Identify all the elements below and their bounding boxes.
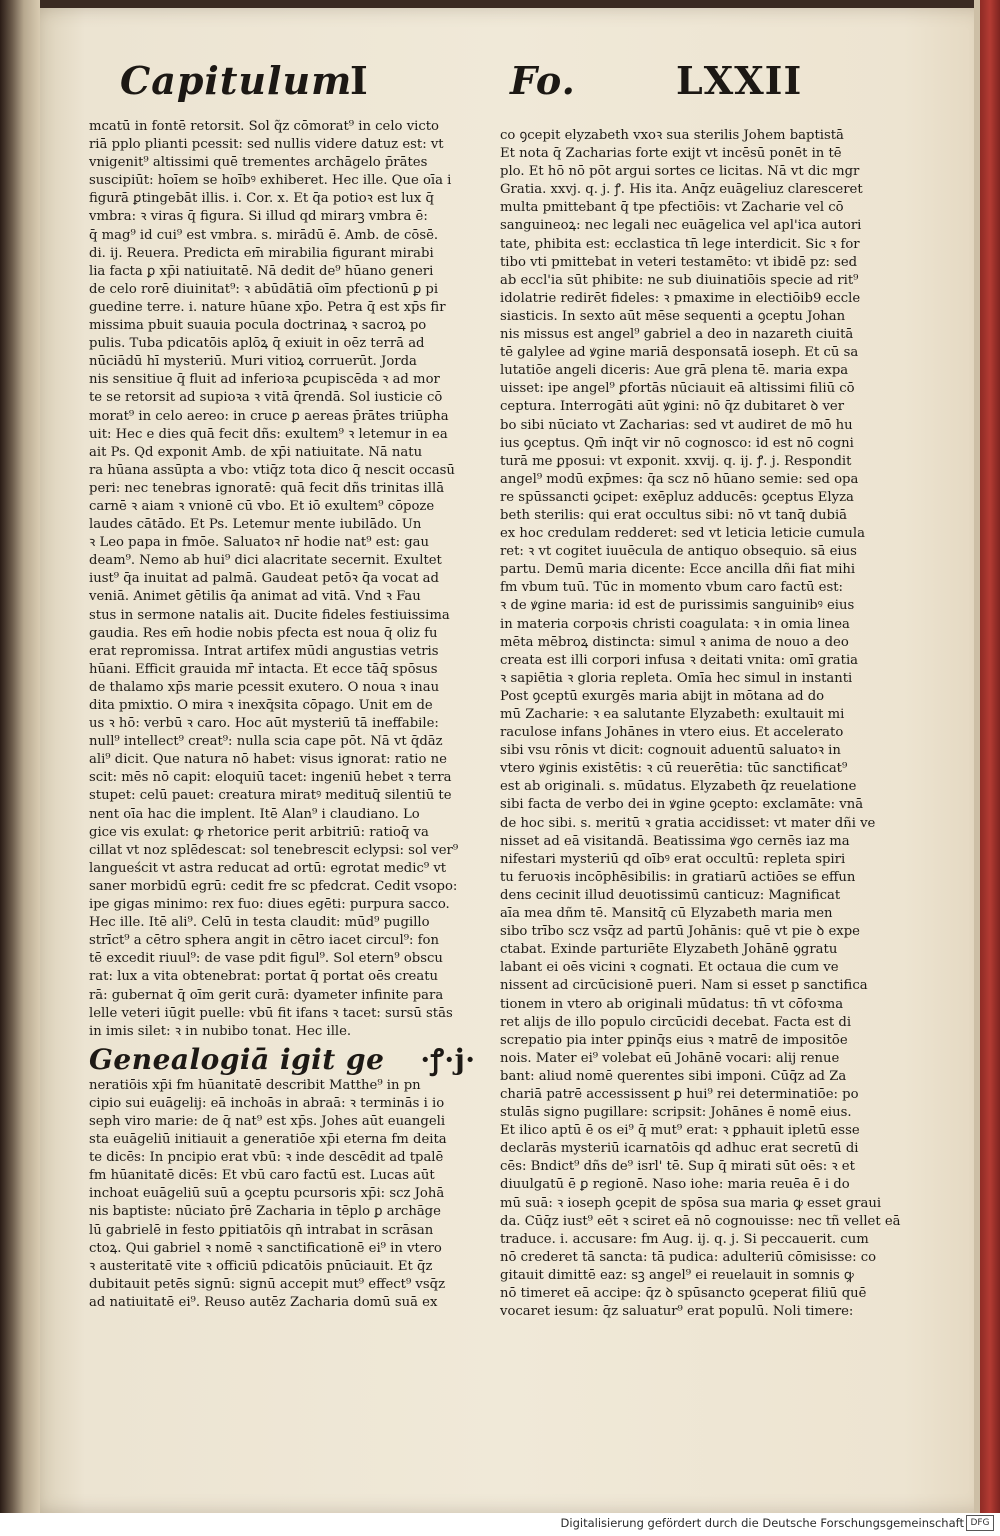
text-line: morat⁹ in celo aereo: in cruce ꝑ aereas p̄rātes triūpha [89, 408, 449, 424]
text-line: deam⁹. Nemo ab hui⁹ dici alacritate secernit. Exultet [89, 553, 442, 569]
text-line: mū Zacharie: ꝛ ea salutante Elyzabeth: exultauit mi [500, 707, 845, 722]
text-line: Et nota q̄ Zacharias forte exijt vt incēsū ponēt in tē [500, 146, 842, 162]
text-line: mēta mēbroꝝ distincta: simul ꝛ anima de nouo a deo [500, 634, 849, 650]
text-column-right [500, 127, 901, 1321]
right-column-text [500, 127, 901, 1321]
text-line: nō timeret eā accipe: q̄z ꝺ spūsancto ꝯceperat filiū quē [500, 1286, 867, 1301]
text-line: gice vis exulat: ꝙ rhetorice perit arbitriū: ratioq̄ va [89, 824, 429, 840]
text-line: Post ꝯceptū exurgēs maria abijt in mōtana ad do [500, 688, 825, 704]
text-line: ret: ꝛ vt cogitet iuuēcula de antiquo obsequio. sā eius [500, 544, 857, 560]
left-column-text-top [89, 118, 461, 1041]
text-line: sibi facta de verbo dei in ꝟgine ꝯcepto: exclamāte: vnā [500, 797, 864, 813]
running-head-folio-label: Fo. [510, 58, 576, 103]
text-line: nis sensitiue q̄ fluit ad inferioꝛa ꝑcupiscēda ꝛ ad mor [89, 372, 440, 388]
section-mark: ·ꝭ·j· [420, 1042, 476, 1076]
running-head-chapter-number: I [350, 58, 369, 103]
running-head-folio-number: LXXII [676, 58, 803, 103]
text-line: bant: aliud nomē querentes sibi imponi. Cūq̄z ad Za [500, 1068, 847, 1084]
section-heading-text: Genealogiā igit ge [89, 1042, 385, 1076]
text-line: ali⁹ dicit. Que natura nō habet: visus ignorat: ratio ne [89, 752, 447, 768]
text-line: ipe gigas minimo: rex fuo: diues egēti: purpura sacco. [89, 897, 450, 913]
text-line: sibo trībo scz vsq̄z ad partū Johānis: quē vt pie ꝺ expe [500, 924, 860, 940]
text-line: ra hūana assūpta a vbo: vtiq̄z tota dico q̄ nescit occasū [89, 462, 455, 478]
text-line: de hoc sibi. s. meritū ꝛ gratia accidisset: vt mater dñi ve [500, 815, 876, 831]
text-line: nis missus est angel⁹ gabriel a deo in nazareth ciuitā [500, 327, 854, 343]
text-line: pulis. Tuba pdicatōis aplōꝝ q̄ exiuit in oēz terrā ad [89, 336, 425, 352]
text-line: erat repromissa. Intrat artifex mūdi angustias vetris [89, 643, 439, 659]
dfg-logo: DFG [966, 1515, 994, 1531]
text-line: suscipiūt: hoīem se hoībꝰ exhiberet. Hec ille. Que oīa i [89, 173, 452, 189]
text-line: ceptura. Interrogāti aūt ꝟgini: nō q̄z dubitaret ꝺ ver [500, 399, 845, 415]
text-line: de celo rorē diuinitat⁹: ꝛ abūdātiā oīm pfectionū ꝑ pi [89, 281, 439, 297]
text-line: dens cecinit illud deuotissimū canticuz: Magnificat [500, 887, 841, 903]
text-line: cēs: Bndict⁹ dñs de⁹ isrl' tē. Sup q̄ mirati sūt oēs: ꝛ et [500, 1159, 855, 1175]
text-line: peri: nec tenebras ignoratē: quā fecit dñs trinitas illā [89, 480, 445, 496]
text-line: multa pmittebant q̄ tpe pfectiōis: vt Zacharie vel cō [500, 200, 844, 216]
text-line: screpatio pia inter ꝑpinq̄s eius ꝛ matrē de impositōe [500, 1032, 848, 1048]
text-line: ait Ps. Qd exponit Amb. de xp̄i natiuitate. Nā natu [89, 444, 423, 460]
text-line: aīa mea dñm tē. Mansitq̄ cū Elyzabeth maria men [500, 906, 833, 922]
text-line: sta euāgeliū initiauit a generatiōe xp̄i eterna fm deita [89, 1132, 447, 1148]
text-line: ex hoc credulam redderet: sed vt leticia leticie cumula [500, 526, 865, 542]
text-line: missima pbuit suauia pocula doctrinaꝝ ꝛ sacroꝝ po [89, 318, 427, 334]
text-line: ꝛ sapiētia ꝛ gloria repleta. Omīa hec simul in instanti [500, 670, 853, 686]
text-line: riā pplo plianti pcessit: sed nullis videre datuz est: vt [89, 137, 444, 153]
running-head-chapter: Capitulum [120, 58, 353, 103]
left-column-text-bottom [89, 1077, 461, 1312]
text-line: da. Cūq̄z iust⁹ eēt ꝛ sciret eā nō cognouisse: nec tñ vellet eā [500, 1213, 901, 1229]
text-line: lutatiōe angeli diceris: Aue grā plena tē. maria expa [500, 363, 849, 379]
section-heading [89, 1042, 476, 1076]
text-line: dita pmixtio. O mira ꝛ inexq̄sita cōpago. Unit em de [89, 698, 433, 713]
text-line: idolatrie redirēt fideles: ꝛ pmaxime in electiōib9 eccle [500, 290, 861, 306]
text-line: hūani. Efficit grauida mr̄ intacta. Et ecce tāq̄ spōsus [89, 661, 438, 677]
text-line: guedine terre. i. nature hūane xp̄o. Petra q̄ est xp̄s fir [89, 299, 446, 315]
text-line: lia facta ꝑ xp̄i natiuitatē. Nā dedit de⁹ hūano generi [89, 263, 434, 279]
text-line: cillat vt noz splēdescat: sol tenebrescit eclypsi: sol ver⁹ [89, 842, 459, 858]
text-line: tu feruoꝛis incōphēsibilis: in gratiarū actiōes se effun [500, 869, 856, 885]
text-line: bo sibi nūciato vt Zacharias: sed vt audiret de mō hu [500, 417, 853, 433]
text-line: te dicēs: In pncipio erat vbū: ꝛ inde descēdit ad tpalē [89, 1150, 444, 1166]
text-line: neratiōis xp̄i fm hūanitatē describit Matthe⁹ in pn [89, 1077, 421, 1093]
text-line: rā: gubernat q̄ oīm gerit curā: dyameter infinite para [89, 987, 444, 1003]
text-line: ad natiuitatē ei⁹. Reuso autēz Zacharia domū suā ex [89, 1294, 438, 1310]
text-line: laudes cātādo. Et Ps. Letemur mente iubilādo. Un [89, 517, 422, 533]
text-line: re spūssancti ꝯcipet: exēpluz adducēs: ꝯceptus Elyza [500, 489, 854, 505]
text-line: Et ilico aptū ē os ei⁹ q̄ mut⁹ erat: ꝛ ꝑphauit ipletū esse [500, 1123, 860, 1139]
text-line: us ꝛ hō: verbū ꝛ caro. Hoc aūt mysteriū tā ineffabile: [89, 716, 439, 732]
text-line: nois. Mater ei⁹ volebat eū Johānē vocari: alij renue [500, 1050, 840, 1066]
text-line: nisset ad eā visitandā. Beatissima ꝟgo cernēs iaz ma [500, 833, 850, 849]
text-line: Hec ille. Itē ali⁹. Celū in testa claudit: mūd⁹ pugillo [89, 915, 430, 931]
text-line: co ꝯcepit elyzabeth vxoꝛ sua sterilis Johem baptistā [500, 128, 844, 143]
text-line: iust⁹ q̄a inuitat ad palmā. Gaudeat petōꝛ q̄a vocat ad [89, 571, 439, 587]
text-line: ret alijs de illo populo circūcidi decebat. Facta est di [500, 1014, 852, 1030]
text-line: rat: lux a vita obtenebrat: portat q̄ portat oēs creatu [89, 969, 439, 985]
text-line: tē galylee ad ꝟgine mariā desponsatā ioseph. Et cū sa [500, 345, 859, 361]
text-line: fm vbum tuū. Tūc in momento vbum caro factū est: [500, 580, 843, 596]
text-line: vnigenit⁹ altissimi quē trementes archāgelo p̄rātes [89, 155, 428, 171]
text-line: raculose infans Johānes in vtero eius. Et accelerato [500, 725, 844, 741]
text-line: ctabat. Exinde parturiēte Elyzabeth Johānē ꝯgratu [500, 942, 838, 958]
text-line: de thalamo xp̄s marie pcessit exutero. O noua ꝛ inau [89, 679, 440, 695]
text-line: siasticis. In sexto aūt mēse sequenti a ꝯceptu Johan [500, 308, 846, 324]
text-line: ꝛ Leo papa in fmōe. Saluatoꝛ nr̄ hodie nat⁹ est: gau [89, 535, 430, 551]
text-line: stulās signo pugillare: scripsit: Johānes ē nomē eius. [500, 1105, 852, 1121]
text-line: ctoꝝ. Qui gabriel ꝛ nomē ꝛ sanctificationē ei⁹ in vtero [89, 1240, 442, 1256]
text-line: cipio sui euāgelij: eā inchoās in abraā: ꝛ terminās i io [89, 1095, 445, 1111]
text-line: gaudia. Res em̄ hodie nobis pfecta est noua q̄ oliz fu [89, 625, 438, 641]
text-line: ꝛ de ꝟgine maria: id est de purissimis sanguinibꝰ eius [500, 598, 855, 614]
text-line: tibo vti pmittebat in veteri testamēto: vt ibidē pz: sed [500, 254, 858, 270]
text-line: gitauit dimittē eaz: sꝫ angel⁹ ei reuelauit in somnis ꝙ [500, 1267, 854, 1283]
text-line: creata est illi corpori infusa ꝛ deitati vnita: omī gratia [500, 652, 859, 668]
text-line: langueścit vt astra reducat ad ortū: egrotat medic⁹ vt [89, 860, 447, 876]
text-line: strīct⁹ a cētro sphera angit in cētro iacet circul⁹: fon [89, 933, 439, 949]
text-line: stus in sermone natalis ait. Ducite fideles festiuissima [89, 607, 450, 623]
text-line: tate, phibita est: ecclastica tn̄ lege interdicit. Sic ꝛ for [500, 236, 860, 252]
text-line: plo. Et hō nō pōt argui sortes ce licitas. Nā vt dic mgr [500, 164, 860, 180]
text-line: vtero ꝟginis existētis: ꝛ cū reuerētia: tūc sanctificat⁹ [500, 761, 848, 777]
text-line: dubitauit petēs signū: signū accepit mut⁹ effect⁹ vsq̄z [89, 1276, 446, 1292]
text-line: angel⁹ modū exp̄mes: q̄a scz nō hūano semie: sed opa [500, 471, 859, 487]
text-line: turā me ꝑposui: vt exponit. xxvij. q. ij. ꝭ. j. Respondit [500, 453, 852, 469]
text-line: sanguineoꝝ: nec legali nec euāgelica vel apl'ica autori [500, 218, 862, 234]
text-line: tē excedit riuul⁹: de vase pdit figul⁹. Sol etern⁹ obscu [89, 951, 443, 967]
text-line: null⁹ intellect⁹ creat⁹: nulla scia cape pōt. Nā vt q̄dāz [89, 734, 443, 750]
text-line: lū gabrielē in festo ꝑpitiatōis qn̄ intrabat in scrāsan [89, 1222, 434, 1238]
text-line: lelle veteri iūgit puelle: vbū fit ifans ꝛ tacet: sursū stās [89, 1005, 453, 1021]
text-line: traduce. i. accusare: fm Aug. ij. q. j. Si peccauerit. cum [500, 1231, 869, 1247]
text-line: mcatū in fontē retorsit. Sol q̃z cōmorat⁹ in celo victo [89, 119, 439, 134]
funding-credit: Digitalisierung gefördert durch die Deutsche Forschungsgemeinschaft [560, 1516, 964, 1530]
text-line: ꝛ austeritatē vite ꝛ officiū pdicatōis pnūciauit. Et q̄z [89, 1258, 433, 1274]
text-line: nent oīa hac die implent. Itē Alan⁹ i claudiano. Lo [89, 806, 420, 822]
text-line: in imis silet: ꝛ in nubibo tonat. Hec ille. [89, 1023, 352, 1039]
text-line: figurā ꝑtingebāt illis. i. Cor. x. Et q̄a potioꝛ est lux q̄ [89, 191, 434, 207]
text-line: nō crederet tā sancta: tā pudica: adulteriū cōmisisse: co [500, 1249, 877, 1265]
text-line: seph viro marie: de q̄ nat⁹ est xp̄s. Johes aūt euangeli [89, 1113, 446, 1129]
text-line: labant ei oēs vicini ꝛ cognati. Et octaua die cum ve [500, 960, 839, 976]
text-line: est ab originali. s. mūdatus. Elyzabeth q̄z reuelatione [500, 779, 857, 795]
text-line: uisset: ipe angel⁹ ꝑfortās nūciauit eā altissimi filiū cō [500, 381, 855, 397]
text-line: te se retorsit ad supioꝛa ꝛ vitā q̄rendā. Sol iusticie cō [89, 390, 443, 406]
text-line: fm hūanitatē dicēs: Et vbū caro factū est. Lucas aūt [89, 1168, 435, 1184]
text-line: sibi vsu rōnis vt dicit: cognouit aduentū saluatoꝛ in [500, 743, 841, 759]
text-line: q̄ mag⁹ id cui⁹ est vmbra. s. mirādū ē. Amb. de cōsē. [89, 227, 439, 243]
text-line: in materia corpoꝛis christi coagulata: ꝛ in omia linea [500, 616, 850, 632]
text-column-left [89, 118, 476, 1312]
text-line: vocaret iesum: q̄z saluatur⁹ erat populū. Noli timere: [500, 1304, 854, 1320]
text-line: ius ꝯceptus. Qm̄ inq̄t vir nō cognosco: id est nō cogni [500, 435, 854, 451]
text-line: carnē ꝛ aiam ꝛ vnionē cū vbo. Et iō exultem⁹ cōpoze [89, 498, 435, 514]
text-line: nifestari mysteriū qd oībꝰ erat occultū: repleta spiri [500, 851, 846, 867]
text-line: vmbra: ꝛ viras q̄ figura. Si illud qd mirarꝫ vmbra ē: [89, 209, 428, 225]
text-line: di. ij. Reuera. Predicta em̄ mirabilia figurant mirabi [89, 245, 434, 261]
text-line: ab eccl'ia sūt phibite: ne sub diuinatiōis specie ad rit⁹ [500, 272, 859, 288]
text-line: Gratia. xxvj. q. j. ꝭ. His ita. Anq̄z euāgeliuz claresceret [500, 182, 863, 198]
text-line: partu. Demū maria dicente: Ecce ancilla dñi fiat mihi [500, 562, 856, 578]
text-line: uit: Hec e dies quā fecit dñs: exultem⁹ ꝛ letemur in ea [89, 426, 448, 442]
text-line: stupet: celū pauet: creatura miratꝰ medituq̄ silentiū te [89, 788, 452, 804]
red-fore-edge [980, 0, 1000, 1536]
text-line: mū suā: ꝛ ioseph ꝯcepit de spōsa sua maria ꝙ esset graui [500, 1195, 882, 1211]
text-line: chariā patrē accessissent ꝑ hui⁹ rei determinatiōe: po [500, 1086, 859, 1102]
text-line: veniā. Animet gētilis q̄a animat ad vitā. Vnd ꝛ Fau [89, 589, 421, 605]
text-line: nis baptiste: nūciato p̄rē Zacharia in tēplo ꝑ archāge [89, 1204, 441, 1220]
text-line: inchoat euāgeliū suū a ꝯceptu pcursoris xp̄i: scz Johā [89, 1186, 445, 1202]
text-line: scit: mēs nō capit: eloquiū tacet: ingeniū hebet ꝛ terra [89, 770, 452, 786]
text-line: saner morbidū egrū: cedit fre sc pfedcrat. Cedit vsopo: [89, 878, 458, 894]
text-line: beth sterilis: qui erat occultus sibi: nō vt tanq̄ dubiā [500, 507, 848, 523]
book-binding-edge [0, 0, 40, 1536]
text-line: diuulgatū ē ꝑ regionē. Naso iohe: maria reuēa ē i do [500, 1177, 850, 1193]
text-line: declarās mysteriū icarnatōis qd adhuc erat secretū di [500, 1141, 859, 1157]
text-line: nissent ad circūcisionē pueri. Nam si esset p sanctifica [500, 978, 868, 994]
text-line: tionem in vtero ab originali mūdatus: tn̄ vt cōfoꝛma [500, 996, 844, 1012]
text-line: nūciādū hī mysteriū. Muri vitioꝝ corruerūt. Jorda [89, 354, 417, 370]
